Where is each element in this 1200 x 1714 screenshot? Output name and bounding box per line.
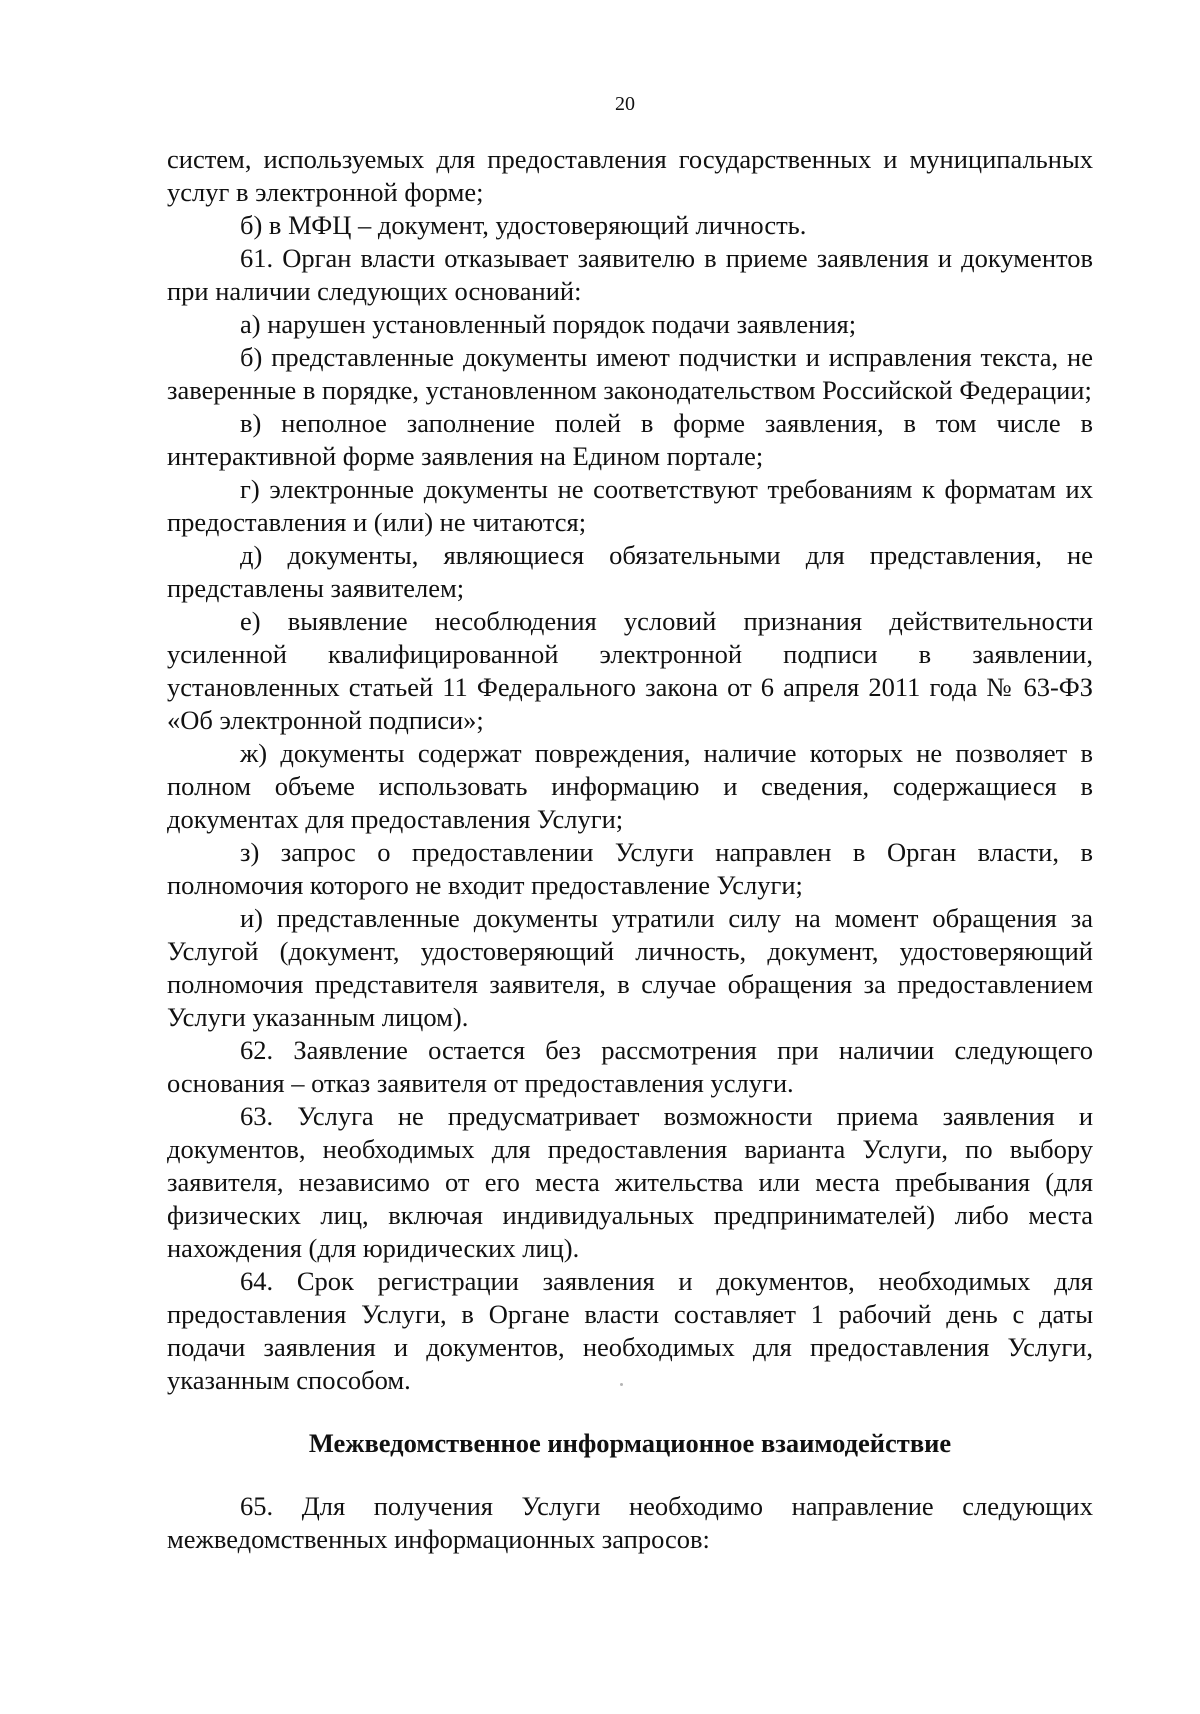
paragraph: 61. Орган власти отказывает заявителю в приеме заявления и документов при наличии следующих оснований: <box>167 243 1093 306</box>
paragraph: д) документы, являющиеся обязательными для представления, не представлены заявителем; <box>167 540 1093 603</box>
page-number: 20 <box>615 93 635 115</box>
paragraph: и) представленные документы утратили силу на момент обращения за Услугой (документ, удостоверяющий личность, документ, удостоверяющий полномочия представителя заявителя, в случае обращения за предоставлением Услуги указанным лицом). <box>167 903 1093 1032</box>
paragraph: з) запрос о предоставлении Услуги направлен в Орган власти, в полномочия которого не входит предоставление Услуги; <box>167 837 1093 900</box>
paragraph-list <box>167 1490 1093 1556</box>
paragraph: в) неполное заполнение полей в форме заявления, в том числе в интерактивной форме заявления на Едином портале; <box>167 408 1093 471</box>
paragraph: б) представленные документы имеют подчистки и исправления текста, не заверенные в порядке, установленном законодательством Российской Федерации; <box>167 342 1093 405</box>
paragraph: ж) документы содержат повреждения, наличие которых не позволяет в полном объеме использовать информацию и сведения, содержащиеся в документах для предоставления Услуги; <box>167 738 1093 834</box>
document-body <box>167 143 1093 1556</box>
paragraph: 62. Заявление остается без рассмотрения при наличии следующего основания – отказ заявителя от предоставления услуги. <box>167 1035 1093 1098</box>
paragraph: б) в МФЦ – документ, удостоверяющий личность. <box>240 210 807 240</box>
scan-speck <box>620 1383 623 1386</box>
paragraph: систем, используемых для предоставления государственных и муниципальных услуг в электронной форме; <box>167 144 1093 207</box>
paragraph: е) выявление несоблюдения условий признания действительности усиленной квалифицированной электронной подписи в заявлении, установленных статьей 11 Федерального закона от 6 апреля 2011 года № 63-ФЗ «Об электронной подписи»; <box>167 606 1093 735</box>
paragraph: г) электронные документы не соответствуют требованиям к форматам их предоставления и (или) не читаются; <box>167 474 1093 537</box>
section-heading: Межведомственное информационное взаимодействие <box>308 1428 952 1458</box>
paragraph: 64. Срок регистрации заявления и документов, необходимых для предоставления Услуги, в Органе власти составляет 1 рабочий день с даты подачи заявления и документов, необходимых для предоставления Услуги, указанным способом. <box>167 1266 1093 1395</box>
paragraph-list <box>167 143 1093 1397</box>
paragraph: а) нарушен установленный порядок подачи заявления; <box>240 309 857 339</box>
paragraph: 63. Услуга не предусматривает возможности приема заявления и документов, необходимых для предоставления варианта Услуги, по выбору заявителя, независимо от его места жительства или места пребывания (для физических лиц, включая индивидуальных предпринимателей) либо места нахождения (для юридических лиц). <box>167 1101 1093 1263</box>
paragraph: 65. Для получения Услуги необходимо направление следующих межведомственных информационных запросов: <box>167 1491 1093 1554</box>
